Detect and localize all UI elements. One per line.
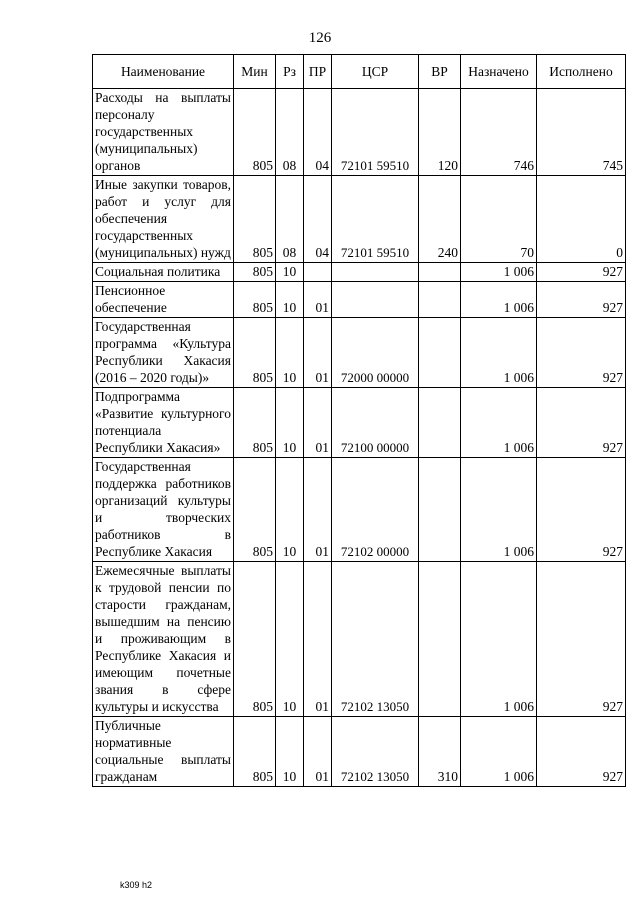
- row-pr: 01: [304, 318, 332, 388]
- row-pr: 04: [304, 176, 332, 263]
- row-csr: 72102 13050: [332, 717, 419, 787]
- row-executed: 927: [537, 318, 626, 388]
- row-executed: 927: [537, 282, 626, 318]
- row-min: 805: [234, 282, 276, 318]
- row-min: 805: [234, 458, 276, 562]
- row-min: 805: [234, 263, 276, 282]
- table-row: [93, 176, 626, 263]
- row-pr: [304, 263, 332, 282]
- row-vr: 310: [419, 717, 461, 787]
- header-executed: Исполнено: [537, 55, 626, 89]
- row-rz: 10: [276, 562, 304, 717]
- row-vr: [419, 263, 461, 282]
- header-vr: ВР: [419, 55, 461, 89]
- row-csr: [332, 282, 419, 318]
- row-executed: 927: [537, 717, 626, 787]
- row-rz: 10: [276, 458, 304, 562]
- row-assigned: 1 006: [461, 458, 537, 562]
- row-min: 805: [234, 89, 276, 176]
- table-header-row: [93, 55, 626, 89]
- row-assigned: 70: [461, 176, 537, 263]
- row-rz: 10: [276, 263, 304, 282]
- row-name: Ежемесячные выплаты к трудовой пенсии по старости гражданам, вышедшим на пенсию и проживающим в Республике Хакасия и имеющим почетные звания в сфере культуры и искусства: [93, 562, 234, 717]
- row-rz: 10: [276, 388, 304, 458]
- row-executed: 927: [537, 263, 626, 282]
- row-csr: 72101 59510: [332, 89, 419, 176]
- row-csr: [332, 263, 419, 282]
- table-row: [93, 89, 626, 176]
- row-csr: 72000 00000: [332, 318, 419, 388]
- header-csr: ЦСР: [332, 55, 419, 89]
- row-pr: 01: [304, 282, 332, 318]
- row-executed: 745: [537, 89, 626, 176]
- header-pr: ПР: [304, 55, 332, 89]
- table-row: [93, 263, 626, 282]
- row-vr: [419, 562, 461, 717]
- row-assigned: 1 006: [461, 318, 537, 388]
- header-min: Мин: [234, 55, 276, 89]
- header-assigned: Назначено: [461, 55, 537, 89]
- row-vr: [419, 458, 461, 562]
- row-name: Государственная программа «Культура Республики Хакасия (2016 – 2020 годы)»: [93, 318, 234, 388]
- row-executed: 927: [537, 562, 626, 717]
- footer-code: k309 h2: [120, 880, 153, 890]
- row-executed: 0: [537, 176, 626, 263]
- row-executed: 927: [537, 458, 626, 562]
- row-vr: [419, 282, 461, 318]
- header-rz: Рз: [276, 55, 304, 89]
- row-vr: 120: [419, 89, 461, 176]
- table-row: [93, 458, 626, 562]
- table-row: [93, 318, 626, 388]
- row-csr: 72102 00000: [332, 458, 419, 562]
- row-name: Государственная поддержка работников организаций культуры и творческих работников в Республике Хакасия: [93, 458, 234, 562]
- row-rz: 08: [276, 176, 304, 263]
- row-min: 805: [234, 176, 276, 263]
- row-csr: 72100 00000: [332, 388, 419, 458]
- row-assigned: 1 006: [461, 263, 537, 282]
- row-vr: [419, 388, 461, 458]
- table-row: [93, 562, 626, 717]
- row-min: 805: [234, 318, 276, 388]
- page-number: 126: [308, 30, 332, 46]
- row-pr: 04: [304, 89, 332, 176]
- row-executed: 927: [537, 388, 626, 458]
- table-row: [93, 388, 626, 458]
- row-assigned: 1 006: [461, 717, 537, 787]
- row-name: Публичные нормативные социальные выплаты гражданам: [93, 717, 234, 787]
- row-vr: [419, 318, 461, 388]
- row-vr: 240: [419, 176, 461, 263]
- row-name: Социальная политика: [93, 263, 234, 282]
- row-pr: 01: [304, 458, 332, 562]
- row-min: 805: [234, 717, 276, 787]
- row-pr: 01: [304, 717, 332, 787]
- row-name: Иные закупки товаров, работ и услуг для обеспечения государственных (муниципальных) нужд: [93, 176, 234, 263]
- row-assigned: 1 006: [461, 562, 537, 717]
- row-min: 805: [234, 562, 276, 717]
- row-assigned: 1 006: [461, 388, 537, 458]
- table-row: [93, 717, 626, 787]
- row-rz: 10: [276, 282, 304, 318]
- row-name: Расходы на выплаты персоналу государственных (муниципальных) органов: [93, 89, 234, 176]
- row-name: Подпрограмма «Развитие культурного потенциала Республики Хакасия»: [93, 388, 234, 458]
- budget-table: [92, 54, 626, 787]
- header-name: Наименование: [93, 55, 234, 89]
- row-assigned: 1 006: [461, 282, 537, 318]
- row-assigned: 746: [461, 89, 537, 176]
- row-pr: 01: [304, 562, 332, 717]
- table-row: [93, 282, 626, 318]
- row-name: Пенсионное обеспечение: [93, 282, 234, 318]
- row-csr: 72102 13050: [332, 562, 419, 717]
- row-rz: 10: [276, 717, 304, 787]
- row-rz: 08: [276, 89, 304, 176]
- row-csr: 72101 59510: [332, 176, 419, 263]
- row-pr: 01: [304, 388, 332, 458]
- row-min: 805: [234, 388, 276, 458]
- row-rz: 10: [276, 318, 304, 388]
